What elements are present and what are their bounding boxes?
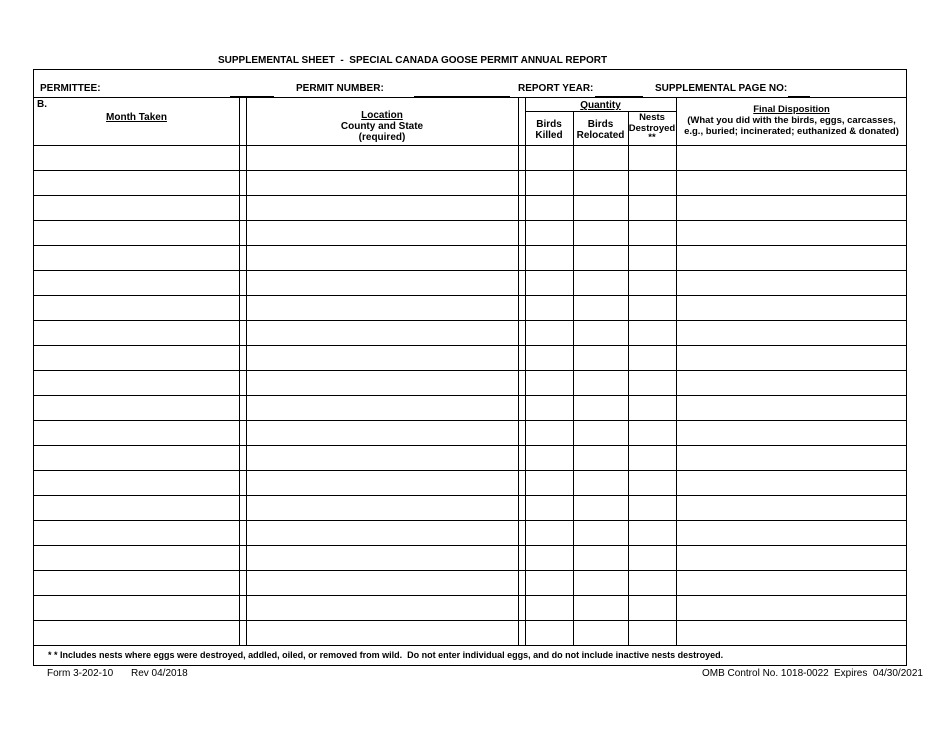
birds-killed-header <box>525 119 573 141</box>
quantity-header: Quantity <box>580 100 621 111</box>
birds-killed-line1: Birds <box>536 119 562 130</box>
nests-destroyed-header <box>628 112 676 141</box>
table-row <box>34 345 906 346</box>
final-disposition-header <box>677 104 906 137</box>
table-row <box>34 195 906 196</box>
table-row <box>34 570 906 571</box>
expiration-date: Expires 04/30/2021 <box>834 668 923 679</box>
revision-date: Rev 04/2018 <box>131 668 188 679</box>
location-sub2: (required) <box>358 132 406 143</box>
final-disposition-sub2: e.g., buried; incinerated; euthanized & donated) <box>684 126 899 137</box>
footnote: * * Includes nests where eggs were destroyed, addled, oiled, or removed from wild. Do not enter individual eggs, and do not include inactive nests destroyed. <box>48 650 724 660</box>
location-title: Location <box>361 110 403 121</box>
permittee-label: PERMITTEE: <box>40 83 101 94</box>
table-row <box>34 370 906 371</box>
header-row-divider <box>34 97 906 98</box>
section-b-label: B. <box>37 99 47 110</box>
quantity-group-divider <box>525 111 676 112</box>
table-row <box>34 420 906 421</box>
table-row <box>34 295 906 296</box>
birds-killed-line2: Killed <box>535 130 563 141</box>
col-divider-relocated <box>628 111 629 646</box>
table-row <box>34 220 906 221</box>
nests-destroyed-footnote-mark: ** <box>648 132 656 143</box>
location-header <box>246 110 518 143</box>
table-row <box>34 320 906 321</box>
supplemental-page-label: SUPPLEMENTAL PAGE NO: <box>655 83 788 94</box>
omb-control-number: OMB Control No. 1018-0022 <box>702 668 829 679</box>
table-row <box>34 395 906 396</box>
final-disposition-title: Final Disposition <box>753 104 830 115</box>
table-row <box>34 170 906 171</box>
col-divider-killed <box>573 111 574 646</box>
col-divider-location-b <box>525 97 526 646</box>
col-divider-month-b <box>246 97 247 646</box>
month-taken-header: Month Taken <box>106 112 167 123</box>
table-row <box>34 270 906 271</box>
table-row <box>34 620 906 621</box>
form-title: SUPPLEMENTAL SHEET - SPECIAL CANADA GOOSE PERMIT ANNUAL REPORT <box>218 55 608 66</box>
col-divider-nests <box>676 97 677 646</box>
birds-relocated-line2: Relocated <box>576 130 625 141</box>
col-divider-month-a <box>239 97 240 646</box>
report-year-label: REPORT YEAR: <box>518 83 594 94</box>
form-number: Form 3-202-10 <box>47 668 114 679</box>
birds-relocated-header <box>573 119 628 141</box>
table-row <box>34 445 906 446</box>
final-disposition-sub1: (What you did with the birds, eggs, carcasses, <box>687 115 896 126</box>
table-row <box>34 545 906 546</box>
table-row <box>34 520 906 521</box>
table-row <box>34 245 906 246</box>
table-row <box>34 645 906 646</box>
birds-relocated-line1: Birds <box>587 119 614 130</box>
table-row <box>34 495 906 496</box>
location-sub1: County and State <box>340 121 424 132</box>
nests-destroyed-line1: Nests <box>639 112 665 123</box>
permit-number-label: PERMIT NUMBER: <box>296 83 384 94</box>
report-table-frame <box>33 69 907 666</box>
col-divider-location-a <box>518 97 519 646</box>
nests-destroyed-line2: Destroyed <box>628 123 676 134</box>
header-bottom-line <box>34 145 906 146</box>
table-row <box>34 470 906 471</box>
table-row <box>34 595 906 596</box>
